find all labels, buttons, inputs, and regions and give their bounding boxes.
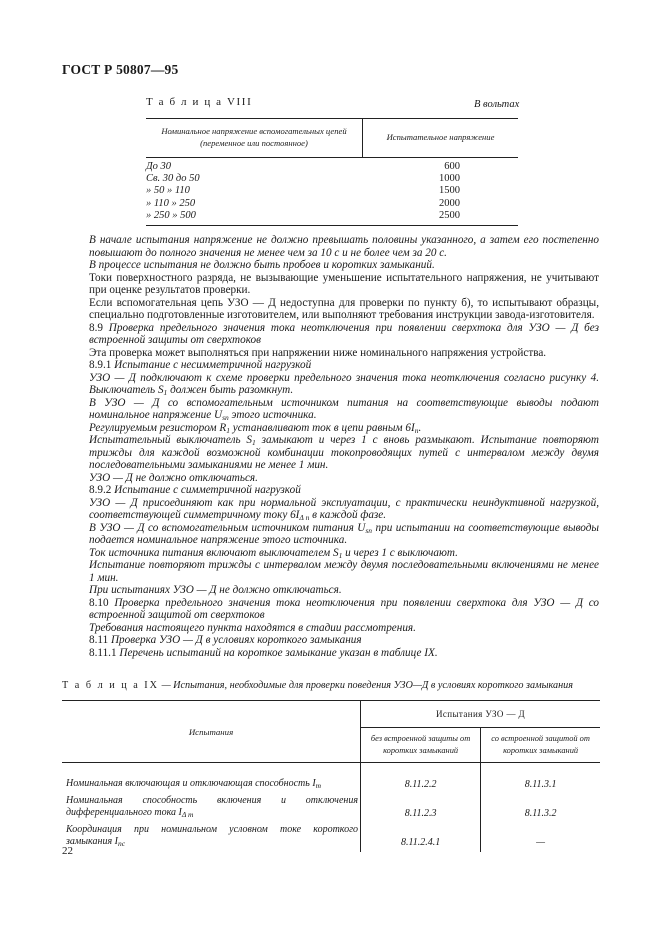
table-cell-value: 600 [444, 161, 460, 172]
page-number: 22 [62, 845, 73, 857]
table-row [146, 185, 518, 197]
table-8-units: В вольтах [474, 99, 520, 110]
table-cell-without: 8.11.2.4.1 [361, 823, 481, 852]
table-row [146, 158, 518, 174]
paragraph: УЗО — Д присоединяют как при нормальной эксплуатации, с практически неиндуктивной нагрузкой, соответствующей симметричному току $6I_{\Delta n}$ в каждой фазе. [89, 496, 599, 522]
paragraph: Токи поверхностного разряда, не вызывающие уменьшение испытательного напряжения, не учитывают при оценке результатов проверки. [89, 271, 599, 296]
table-9 [62, 700, 600, 852]
table-cell-value: 2000 [439, 197, 460, 209]
table-8-header-test-voltage: Испытательное напряжение [363, 119, 519, 158]
table-9-header-without: без встроенной защиты от коротких замыканий [361, 728, 481, 763]
paragraph: Требования настоящего пункта находятся в стадии рассмотрения. [89, 621, 416, 634]
section-title: Проверка предельного значения тока неотключения при появлении сверхтока для УЗО — Д со встроенной защитой от сверхтоков [89, 596, 600, 621]
table-cell-test-name: Координация при номинальном условном токе короткого замыкания $I_{nc}$ [62, 823, 361, 852]
section-number: 8.9.2 [89, 484, 112, 496]
paragraph: Эта проверка может выполняться при напряжении ниже номинального напряжения устройства. [89, 346, 547, 359]
table-row [62, 794, 600, 823]
table-cell-with: — [536, 837, 546, 848]
table-9-header-group: Испытания УЗО — Д [361, 701, 601, 728]
table-row [146, 210, 518, 226]
paragraph: Испытание повторяют трижды с интервалом между двумя последовательными включениями не менее 1 мин. [89, 559, 599, 584]
table-cell-with: 8.11.3.2 [524, 808, 557, 819]
paragraph: Испытательный выключатель $S_1$ замыкают и через 1 с вновь размыкают. Испытание повторяют трижды для каждой возможной комбинации токопроводящих путей с интервалом между двумя последовательными замыканиями не менее 1 мин. [89, 434, 600, 471]
section-heading [89, 647, 599, 660]
table-cell-test-name: Номинальная включающая и отключающая способность $I_m$ [62, 777, 361, 794]
table-row [146, 173, 518, 185]
paragraph: В начале испытания напряжение не должно превышать половины указанного, а затем его постепенно повышают до полного значения не менее чем за 10 с и не более чем за 20 с. [89, 234, 599, 259]
section-title: Испытание с несимметричной нагрузкой [114, 359, 312, 371]
section-title: Проверка предельного значения тока неотключения при появлении сверхтока для УЗО — Д без встроенной защиты от сверхтоков [89, 321, 599, 346]
table-cell-range: » 110 » 250 [146, 197, 196, 209]
section-heading [89, 322, 599, 347]
section-heading [89, 359, 599, 372]
table-row [62, 823, 600, 852]
section-number: 8.9 [89, 321, 103, 334]
section-title: Проверка УЗО — Д в условиях короткого замыкания [110, 634, 362, 646]
section-number: 8.10 [89, 596, 109, 609]
table-9-header-with: со встроенной защитой от коротких замыканий [481, 728, 600, 763]
table-cell-range: » 50 » 110 [146, 185, 190, 197]
body-text [89, 234, 599, 659]
section-number: 8.11.1 [89, 646, 117, 659]
paragraph: При испытаниях УЗО — Д не должно отключаться. [89, 584, 342, 596]
table-9-title: — Испытания, необходимые для проверки поведения УЗО—Д в условиях короткого замыкания [159, 680, 573, 691]
section-title: Перечень испытаний на короткое замыкание указан в таблице IX. [119, 646, 438, 659]
table-9-label: Т а б л и ц а IX [62, 680, 160, 691]
table-cell-without: 8.11.2.2 [361, 777, 481, 794]
paragraph: УЗО — Д не должно отключаться. [89, 471, 258, 484]
section-heading [89, 597, 599, 622]
table-cell-without: 8.11.2.3 [361, 794, 481, 823]
table-8-caption: Т а б л и ц а VIII [146, 96, 253, 108]
table-cell-range: До 30 [146, 161, 172, 172]
table-cell-test-name: Номинальная способность включения и отключения дифференциального тока $I_{\Delta m}$ [62, 794, 361, 823]
section-title: Испытание с симметричной нагрузкой [114, 484, 301, 496]
paragraph: В УЗО — Д со вспомогательным источником питания на соответствующие выводы подают номинальное напряжение $U_{sn}$ этого источника. [89, 396, 599, 422]
paragraph: Регулируемым резистором $R_1$ устанавливают ток в цепи равным $6I_n$. [89, 421, 422, 435]
table-row [146, 198, 518, 210]
section-number: 8.9.1 [89, 359, 112, 371]
section-number: 8.11 [89, 634, 109, 646]
table-cell-range: » 250 » 500 [146, 210, 363, 226]
section-heading [89, 484, 599, 497]
paragraph: Ток источника питания включают выключателем $S_1$ и через 1 с выключают. [89, 546, 458, 560]
paragraph: В УЗО — Д со вспомогательным источником питания $U_{sn}$ при испытании на соответствующие выводы подается номинальное напряжение этого источника. [89, 521, 599, 546]
paragraph: УЗО — Д подключают к схеме проверки предельного значения тока неотключения согласно рисунку 4. Выключатель $S_1$ должен быть разомкнут. [89, 371, 599, 397]
table-9-caption [62, 680, 602, 691]
table-cell-value: 1000 [439, 173, 460, 185]
table-cell-value: 2500 [363, 210, 519, 226]
table-cell-with: 8.11.3.1 [524, 779, 557, 790]
table-8-header-voltage: Номинальное напряжение вспомогательных цепей (переменное или постоянное) [146, 119, 363, 158]
paragraph: Если вспомогательная цепь УЗО — Д недоступна для проверки по пункту б), то испытывают образцы, специально подготовленные изготовителем, или выполняют требования инструкции завода-изготовителя. [89, 296, 599, 321]
table-cell-value: 1500 [439, 185, 460, 197]
paragraph: В процессе испытания не должно быть пробоев и коротких замыканий. [89, 259, 435, 271]
table-cell-range: Св. 30 до 50 [146, 173, 200, 185]
table-8 [146, 118, 518, 226]
document-header: ГОСТ Р 50807—95 [62, 62, 179, 77]
table-9-header-tests: Испытания [62, 701, 361, 763]
table-row [62, 777, 600, 794]
section-heading [89, 634, 599, 647]
